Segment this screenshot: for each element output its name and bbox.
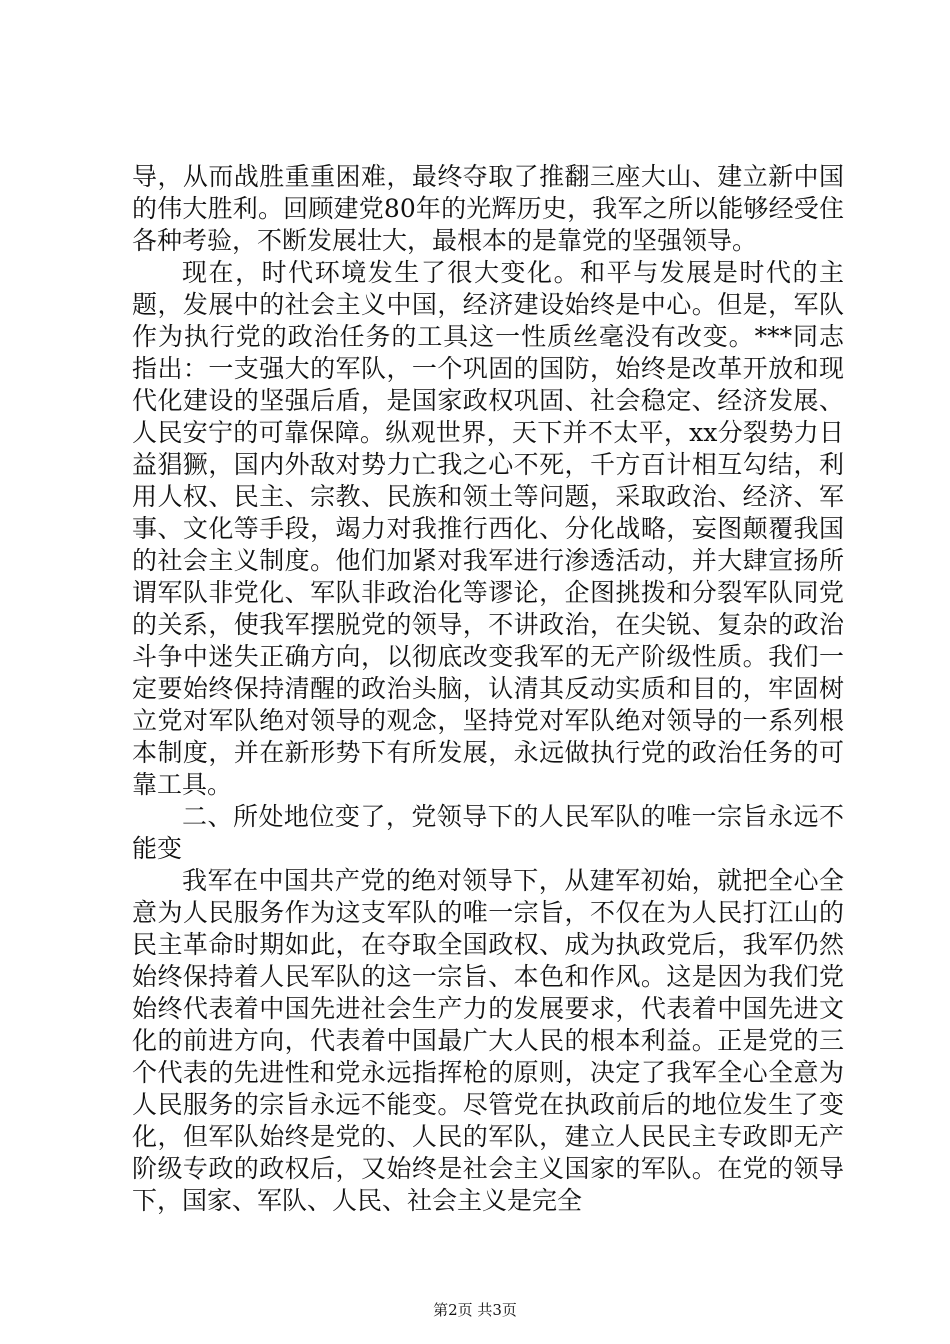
paragraph-purpose: 我军在中国共产党的绝对领导下，从建军初始，就把全心全意为人民服务作为这支军队的唯一宗旨，不仅在为人民打江山的民主革命时期如此，在夺取全国政权、成为执政党后，我军仍然始终保持着人民军队的这一宗旨、本色和作风。这是因为我们党始终代表着中国先进社会生产力的发展要求，代表着中国先进文化的前进方向，代表着中国最广大人民的根本利益。正是党的三个代表的先进性和党永远指挥枪的原则，决定了我军全心全意为人民服务的宗旨永远不能变。尽管党在执政前后的地位发生了变化，但军队始终是党的、人民的军队，建立人民民主专政即无产阶级专政的政权后，又始终是社会主义国家的军队。在党的领导下，国家、军队、人民、社会主义是完全 — [132, 866, 844, 1215]
document-body — [132, 161, 844, 1217]
section-heading-two: 二、所处地位变了，党领导下的人民军队的唯一宗旨永远不能变 — [132, 802, 844, 863]
page-number-footer: 第2页 共3页 — [433, 1301, 517, 1319]
paragraph-continuation: 导，从而战胜重重困难，最终夺取了推翻三座大山、建立新中国的伟大胜利。回顾建党80年的光辉历史，我军之所以能够经受住各种考验，不断发展壮大，最根本的是靠党的坚强领导。 — [132, 162, 844, 255]
paragraph-era-change: 现在，时代环境发生了很大变化。和平与发展是时代的主题，发展中的社会主义中国，经济建设始终是中心。但是，军队作为执行党的政治任务的工具这一性质丝毫没有改变。***同志指出：一支强大的军队，一个巩固的国防，始终是改革开放和现代化建设的坚强后盾，是国家政权巩固、社会稳定、经济发展、人民安宁的可靠保障。纵观世界，天下并不太平，xx分裂势力日益猖獗，国内外敌对势力亡我之心不死，千方百计相互勾结，利用人权、民主、宗教、民族和领土等问题，采取政治、经济、军事、文化等手段，竭力对我推行西化、分化战略，妄图颠覆我国的社会主义制度。他们加紧对我军进行渗透活动，并大肆宣扬所谓军队非党化、军队非政治化等谬论，企图挑拨和分裂军队同党的关系，使我军摆脱党的领导，不讲政治，在尖锐、复杂的政治斗争中迷失正确方向，以彻底改变我军的无产阶级性质。我们一定要始终保持清醒的政治头脑，认清其反动实质和目的，牢固树立党对军队绝对领导的观念，坚持党对军队绝对领导的一系列根本制度，并在新形势下有所发展，永远做执行党的政治任务的可靠工具。 — [132, 258, 844, 799]
